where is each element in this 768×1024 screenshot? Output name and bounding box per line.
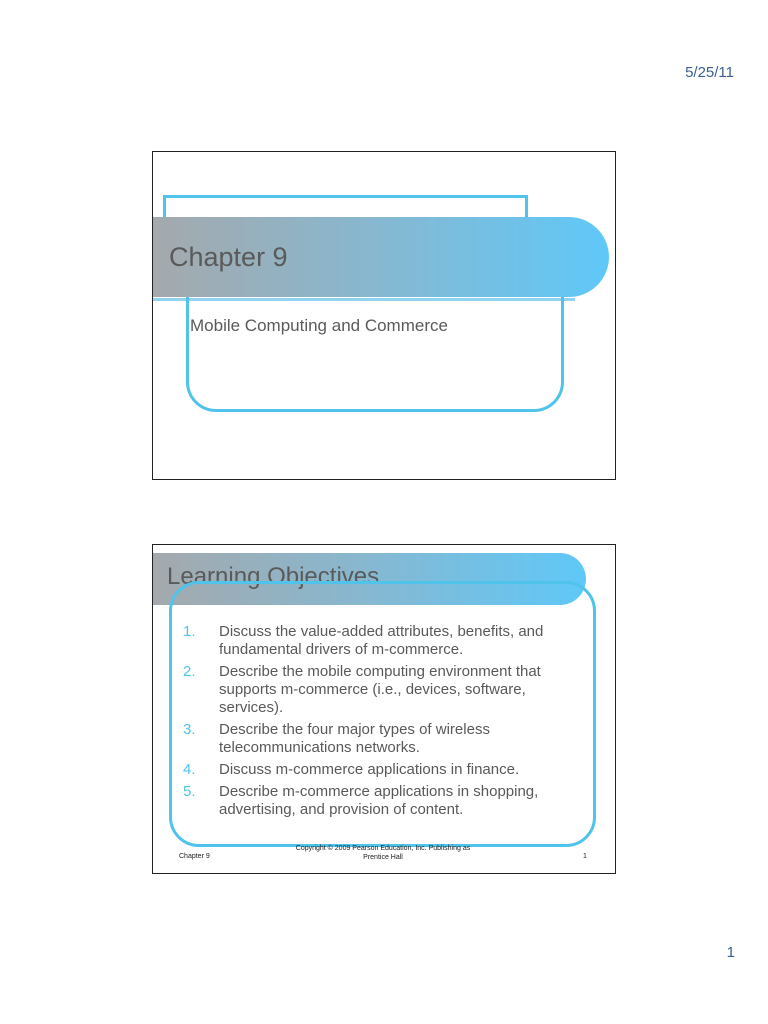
objectives-list [183, 623, 593, 823]
slide-subtitle: Mobile Computing and Commerce [190, 316, 448, 335]
list-text: Discuss m-commerce applications in finance. [219, 761, 520, 778]
list-item [183, 761, 593, 779]
list-number: 2. [183, 663, 196, 680]
list-item [183, 623, 593, 659]
slide-thumbnail-1 [152, 151, 616, 480]
list-number: 1. [183, 623, 196, 640]
list-text: Describe m-commerce applications in shopping, advertising, and provision of content. [219, 783, 539, 818]
slide-footer-copyright: Copyright © 2009 Pearson Education, Inc. Publishing as Prentice Hall [295, 845, 471, 861]
list-text: Discuss the value-added attributes, benefits, and fundamental drivers of m-commerce. [219, 623, 544, 658]
list-item [183, 721, 593, 757]
list-text: Describe the mobile computing environment that supports m-commerce (i.e., devices, software, services). [219, 663, 541, 716]
list-number: 5. [183, 783, 196, 800]
list-text: Describe the four major types of wireless telecommunications networks. [219, 721, 490, 756]
page-number: 1 [726, 944, 735, 961]
list-number: 4. [183, 761, 196, 778]
slide-thumbnail-2 [152, 544, 616, 874]
subtitle-frame [186, 297, 564, 412]
slide-footer-page: 1 [583, 853, 587, 860]
slide-title: Learning Objectives [167, 563, 380, 590]
list-item [183, 663, 593, 717]
slide-footer-chapter: Chapter 9 [179, 853, 210, 860]
list-item [183, 783, 593, 819]
slide-title: Chapter 9 [169, 242, 288, 272]
print-date: 5/25/11 [685, 64, 734, 81]
list-number: 3. [183, 721, 196, 738]
